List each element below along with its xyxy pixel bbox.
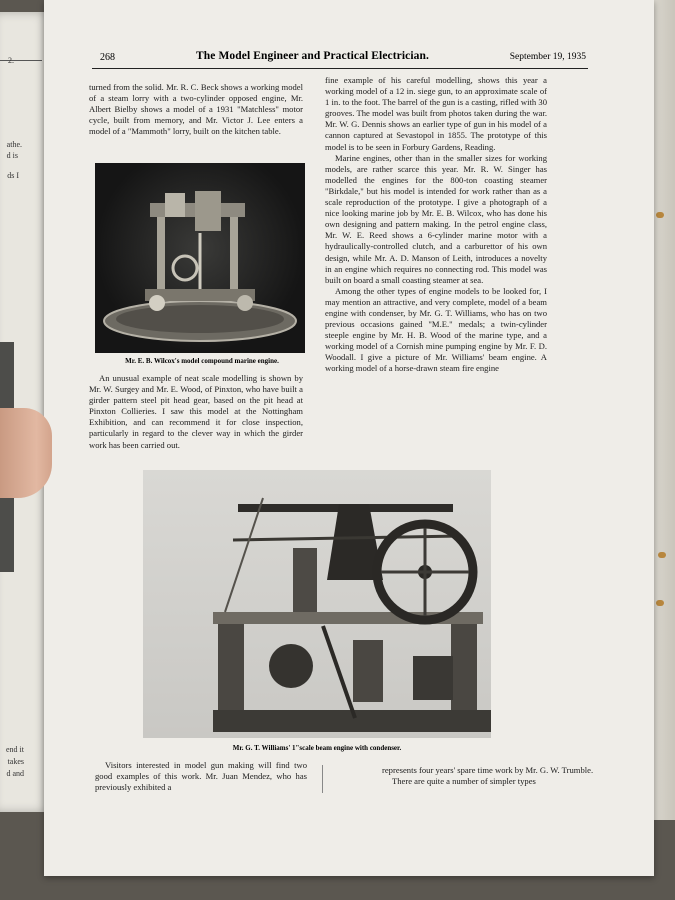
photo-caption: Mr. G. T. Williams' 1"scale beam engine with condenser. — [232, 744, 402, 752]
page-number: 268 — [100, 52, 115, 63]
left-page-fragment: takes — [7, 757, 24, 766]
left-page-fragment: d and — [6, 769, 24, 778]
left-page-fragment: ds I — [7, 171, 19, 180]
paragraph: Among the other types of engine models to be looked for, I may mention an attractive, and very complete, model of a beam engine with condenser, by Mr. G. T. Williams, who has on two previous occasions gained "M.E." medals; a twin-cylinder steeple engine by Mr. H. B. Wood of the marine type, and a working model of a Cornish mine pumping engine by Mr. F. D. Woodall. I give a picture of Mr. Williams' beam engine. A working model of a horse-drawn steam fire engine — [325, 285, 547, 374]
paragraph: Marine engines, other than in the smaller sizes for working models, are rather scarce this year. Mr. R. W. Singer has modelled the engines for the 800-ton coasting steamer "Birkdale," but his model is intended for work rather than as a scale reproduction of the prototype. I give a photograph of a nice looking marine job by Mr. E. B. Wilcox, who has done his own designing and pattern making. In the petrol engine class, Mr. W. E. Reed shows a 6-cylinder marine motor with a hydraulically-controlled clutch, and a carburettor of his own design, while Mr. A. D. Manson of Leith, introduces a novelty in an engine which requires no connecting rod. This model was built on board a small coasting steamer at sea. — [325, 152, 547, 285]
column-1-top — [89, 82, 303, 137]
photo-caption: Mr. E. B. Wilcox's model compound marine engine. — [125, 357, 279, 365]
left-page-fragment: 2. — [8, 56, 14, 65]
marine-engine-photo — [95, 163, 305, 353]
paragraph: turned from the solid. Mr. R. C. Beck shows a working model of a steam lorry with a two-cylinder opposed engine, Mr. Albert Bielby shows a model of a 1931 "Matchless" motor cycle, built from memory, and Mr. Victor J. Lee enters a model of a "Mammoth" lorry, built on the kitchen table. — [89, 82, 303, 137]
beam-engine-photo — [143, 470, 491, 738]
left-page-rule — [0, 60, 42, 61]
column-divider — [322, 765, 323, 793]
paragraph: fine example of his careful modelling, shows this year a working model of a 12 in. siege gun, to an approximate scale of 1 in. to the foot. The barrel of the gun is a casting, rifled with 30 grooves. The model was built from photos taken during the war. Mr. W. G. Dennis shows an earlier type of gun in his model of a cannon captured at Sevastopol in 1855. The prototype of this model is to be seen in Forbury Gardens, Reading. — [325, 75, 547, 152]
paragraph: represents four years' spare time work by Mr. G. W. Trumble. — [382, 765, 594, 775]
paragraph: Visitors interested in model gun making will find two good examples of this work. Mr. Juan Mendez, who has previously exhibited a — [95, 760, 307, 793]
column-2-end — [382, 765, 602, 787]
thumb — [0, 408, 52, 498]
left-page-fragment: end it — [6, 745, 24, 754]
paragraph: There are quite a number of simpler types — [392, 776, 536, 787]
left-page-fragment: d is — [6, 151, 18, 160]
issue-date: September 19, 1935 — [509, 52, 586, 62]
paragraph: An unusual example of neat scale modelling is shown by Mr. W. Surgey and Mr. E. Wood, of Pinxton, who have built a girder pattern steel pit head gear, based on the pit head at Pinxton Collieries. I saw this model at the Nottingham Exhibition, and can recommend it for close inspection, particularly in regard to the clever way in which the girder work has been carried out. — [89, 373, 303, 450]
column-1-end — [95, 760, 307, 793]
column-2-top — [325, 75, 547, 375]
header-rule — [92, 68, 588, 69]
running-title: The Model Engineer and Practical Electrician. — [196, 50, 429, 62]
column-1-bottom — [89, 373, 303, 451]
page-header — [100, 52, 586, 68]
left-page-fragment: athe. — [6, 140, 22, 149]
